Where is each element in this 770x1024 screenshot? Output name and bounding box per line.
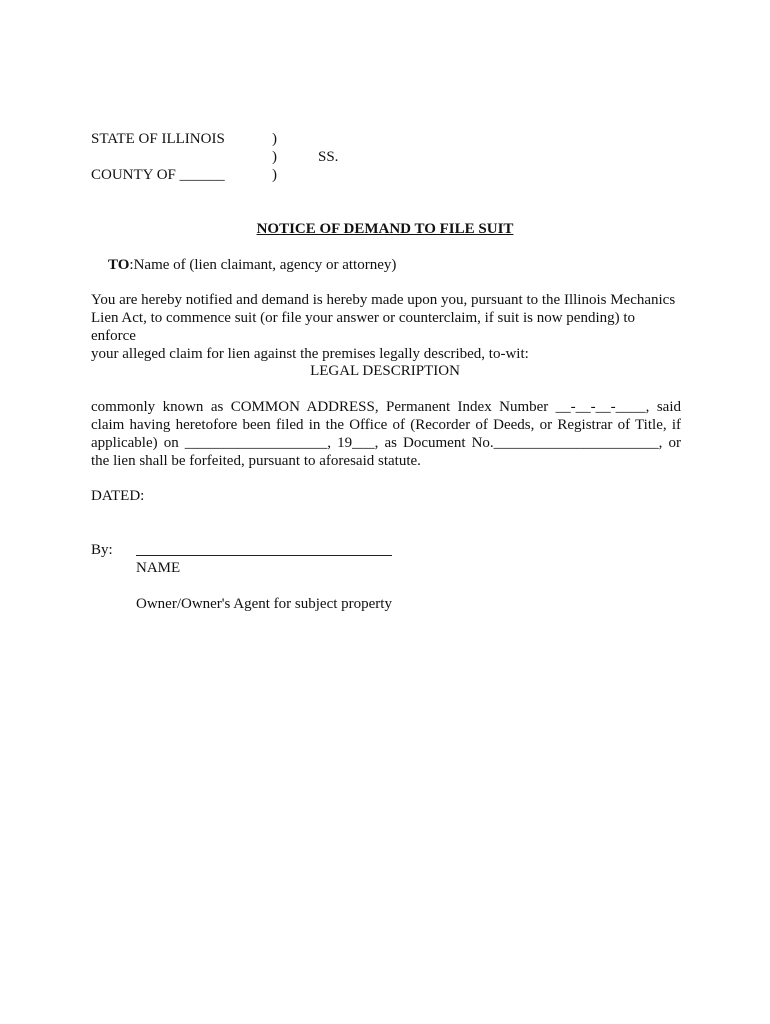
- notice-paragraph: [91, 291, 681, 363]
- state-label: STATE OF ILLINOIS: [91, 131, 225, 147]
- by-label: By:: [91, 542, 113, 558]
- paragraph-line: applicable) on ___________________, 19___, as Document No.______________________, or: [91, 435, 681, 451]
- signer-name: NAME: [136, 560, 181, 576]
- paragraph-line: your alleged claim for lien against the premises legally described, to-wit:: [91, 346, 529, 362]
- to-label: TO: [108, 257, 130, 273]
- paragraph-line: commonly known as COMMON ADDRESS, Permanent Index Number __-__-__-____, said: [91, 399, 681, 415]
- signer-role: Owner/Owner's Agent for subject property: [136, 596, 392, 612]
- legal-description-heading: LEGAL DESCRIPTION: [310, 363, 460, 379]
- caption-paren: ): [272, 131, 277, 147]
- paragraph-line: claim having heretofore been filed in the Office of (Recorder of Deeds, or Registrar of Title, if: [91, 417, 681, 433]
- county-label: COUNTY OF ______: [91, 167, 225, 183]
- paragraph-line: You are hereby notified and demand is hereby made upon you, pursuant to the Illinois Mechanics: [91, 292, 676, 308]
- ss-label: SS.: [318, 149, 339, 165]
- caption-paren: ): [272, 167, 277, 183]
- signature-line: [136, 555, 392, 556]
- document-title: NOTICE OF DEMAND TO FILE SUIT: [256, 221, 514, 237]
- caption-paren: ): [272, 149, 277, 165]
- paragraph-line: the lien shall be forfeited, pursuant to aforesaid statute.: [91, 453, 421, 469]
- address-paragraph: [91, 398, 681, 470]
- dated-label: DATED:: [91, 488, 145, 504]
- to-recipient: :Name of (lien claimant, agency or attorney): [129, 257, 397, 273]
- paragraph-line: Lien Act, to commence suit (or file your answer or counterclaim, if suit is now pending) to enforce: [91, 310, 636, 344]
- to-line: [108, 256, 396, 274]
